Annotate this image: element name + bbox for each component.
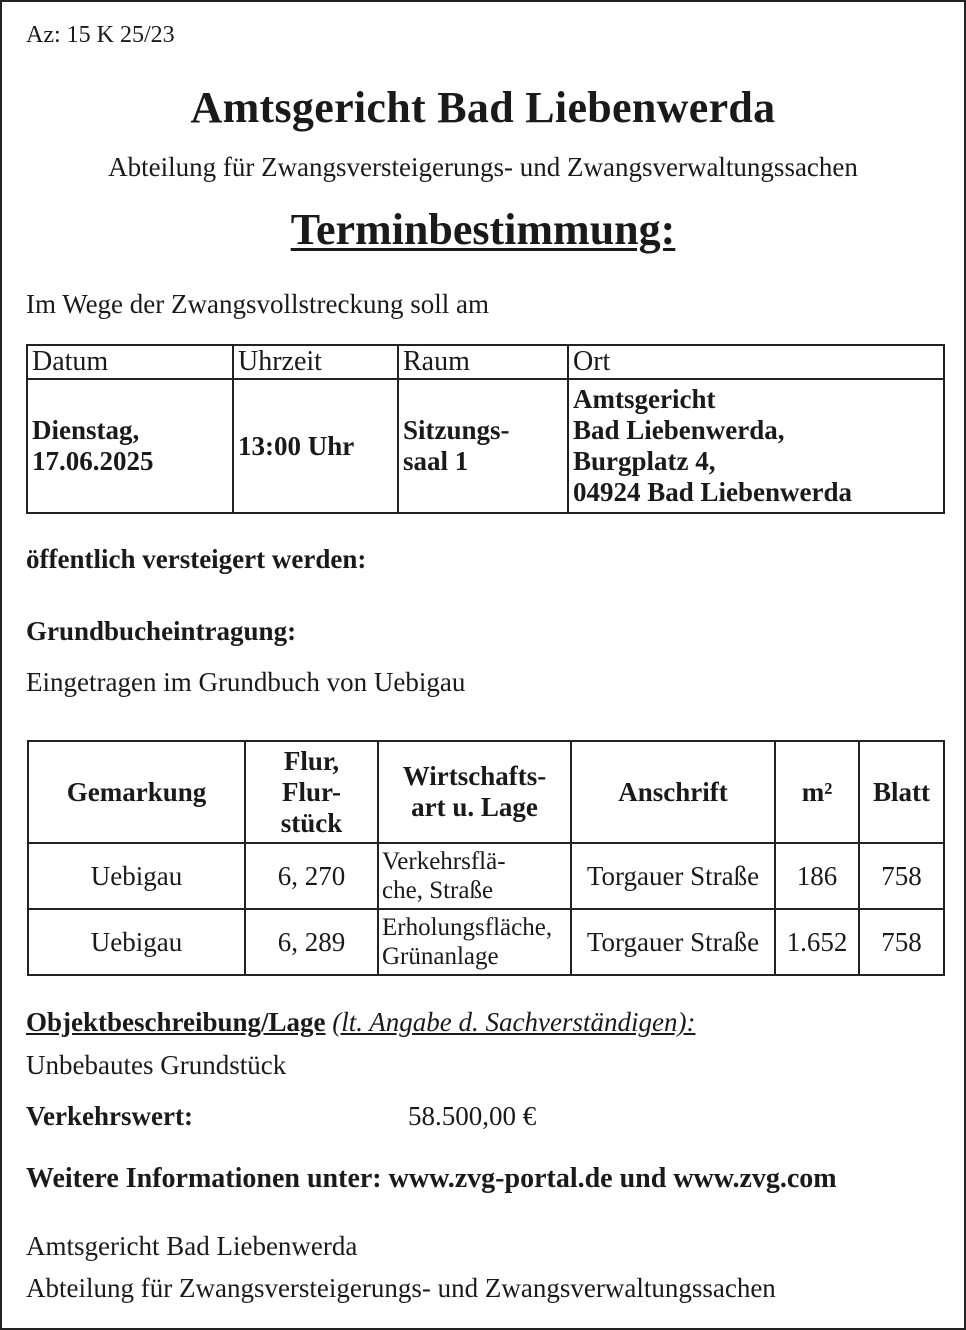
footer-court: Amtsgericht Bad Liebenwerda bbox=[26, 1231, 358, 1261]
header-uhrzeit: Uhrzeit bbox=[233, 345, 398, 379]
table-row bbox=[28, 909, 944, 975]
court-department: Abteilung für Zwangsversteigerungs- und Zwangsverwaltungssachen bbox=[108, 152, 858, 182]
header-m2: m² bbox=[775, 741, 859, 843]
objekt-heading bbox=[26, 1007, 695, 1038]
table-row bbox=[28, 843, 944, 909]
termin-date: 17.06.2025 bbox=[32, 446, 154, 476]
grundbuch-heading: Grundbucheintragung: bbox=[26, 616, 297, 646]
property-table-header bbox=[28, 741, 944, 843]
termin-raum-line-2: saal 1 bbox=[403, 446, 469, 476]
objekt-heading-note: (lt. Angabe d. Sachverständigen): bbox=[332, 1007, 696, 1037]
header-wirtschaftsart-line-1: Wirtschafts- bbox=[402, 761, 547, 791]
intro-text: Im Wege der Zwangsvollstreckung soll am bbox=[26, 289, 489, 319]
termin-table-row bbox=[27, 379, 944, 513]
lage-line-1: Erholungsfläche, bbox=[382, 914, 553, 941]
verkehrswert-value: 58.500,00 € bbox=[408, 1101, 537, 1131]
lage-line-1: Verkehrsflä- bbox=[382, 848, 506, 875]
header-ort: Ort bbox=[568, 345, 944, 379]
termin-table-header bbox=[27, 345, 944, 379]
lage-line-2: che, Straße bbox=[382, 877, 494, 904]
footer-department: Abteilung für Zwangsversteigerungs- und Zwangsverwaltungssachen bbox=[26, 1273, 776, 1303]
header-raum: Raum bbox=[398, 345, 568, 379]
m2-cell: 1.652 bbox=[775, 909, 859, 975]
lage-cell bbox=[378, 909, 571, 975]
header-flur-line-2: Flur- bbox=[282, 776, 341, 807]
anschrift-cell: Torgauer Straße bbox=[571, 909, 775, 975]
termin-ort bbox=[568, 379, 944, 513]
verkehrswert-label: Verkehrswert: bbox=[26, 1101, 193, 1131]
lage-line-2: Grünanlage bbox=[382, 943, 499, 970]
m2-cell: 186 bbox=[775, 843, 859, 909]
termin-ort-line-1: Amtsgericht bbox=[573, 384, 716, 414]
header-flur-line-3: stück bbox=[280, 807, 343, 838]
grundbuch-text: Eingetragen im Grundbuch von Uebigau bbox=[26, 667, 466, 697]
header-anschrift: Anschrift bbox=[571, 741, 775, 843]
header-wirtschaftsart bbox=[378, 741, 571, 843]
gemarkung-cell: Uebigau bbox=[28, 843, 245, 909]
header-datum: Datum bbox=[27, 345, 233, 379]
flur-cell: 6, 289 bbox=[245, 909, 378, 975]
header-flur bbox=[245, 741, 378, 843]
header-flur-line-1: Flur, bbox=[283, 745, 340, 776]
flur-cell: 6, 270 bbox=[245, 843, 378, 909]
header-blatt: Blatt bbox=[859, 741, 944, 843]
termin-datum bbox=[27, 379, 233, 513]
aktenzeichen: Az: 15 K 25/23 bbox=[26, 22, 175, 48]
info-text: Weitere Informationen unter: www.zvg-portal.de und www.zvg.com bbox=[26, 1163, 837, 1194]
document-title: Terminbestimmung: bbox=[290, 205, 676, 254]
sold-text: öffentlich versteigert werden: bbox=[26, 544, 367, 574]
termin-uhrzeit: 13:00 Uhr bbox=[233, 379, 398, 513]
property-table bbox=[27, 740, 945, 976]
termin-ort-line-2: Bad Liebenwerda, bbox=[573, 415, 785, 445]
objekt-heading-main: Objektbeschreibung/Lage bbox=[26, 1007, 326, 1037]
anschrift-cell: Torgauer Straße bbox=[571, 843, 775, 909]
termin-ort-line-3: Burgplatz 4, bbox=[573, 446, 716, 476]
header-wirtschaftsart-line-2: art u. Lage bbox=[411, 792, 538, 822]
court-title: Amtsgericht Bad Liebenwerda bbox=[190, 83, 776, 132]
lage-cell bbox=[378, 843, 571, 909]
termin-table bbox=[26, 344, 945, 514]
termin-raum bbox=[398, 379, 568, 513]
blatt-cell: 758 bbox=[859, 843, 944, 909]
termin-weekday: Dienstag, bbox=[32, 415, 140, 445]
blatt-cell: 758 bbox=[859, 909, 944, 975]
termin-raum-line-1: Sitzungs- bbox=[403, 415, 510, 445]
gemarkung-cell: Uebigau bbox=[28, 909, 245, 975]
header-gemarkung: Gemarkung bbox=[28, 741, 245, 843]
objekt-text: Unbebautes Grundstück bbox=[26, 1050, 287, 1080]
termin-ort-line-4: 04924 Bad Liebenwerda bbox=[573, 477, 853, 507]
